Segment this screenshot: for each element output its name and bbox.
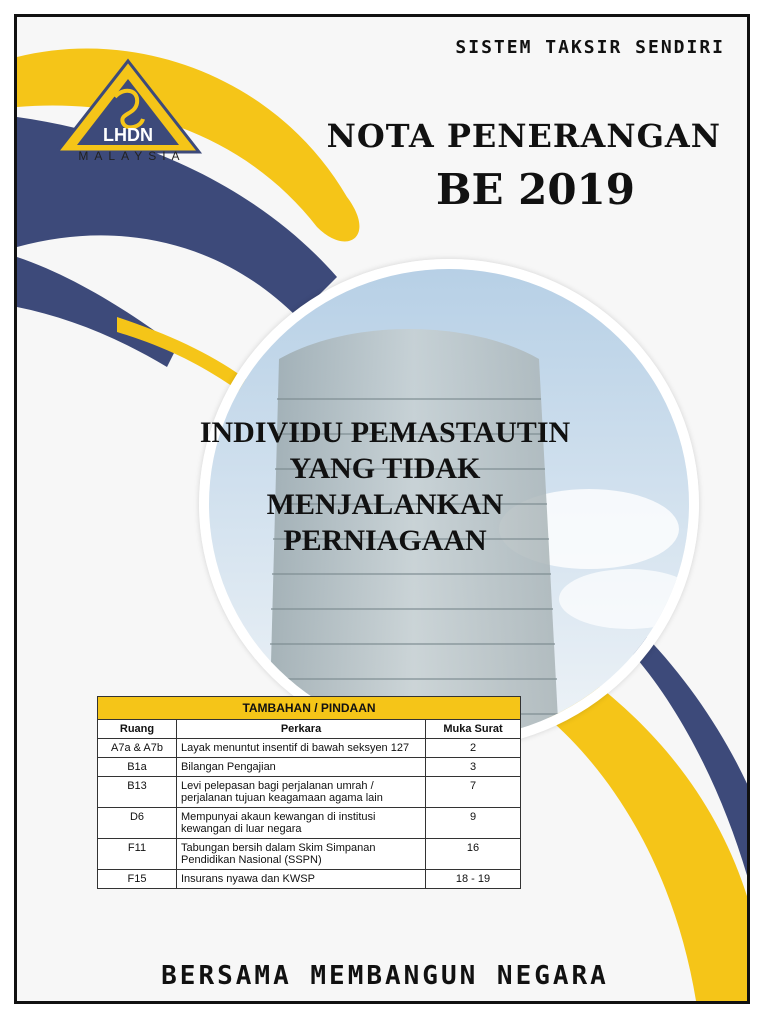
cell-ruang: F15: [98, 870, 177, 889]
cover-page: [14, 14, 750, 1004]
cell-perkara: Mempunyai akaun kewangan di institusi kewangan di luar negara: [177, 808, 426, 839]
cover-title-line: MENJALANKAN: [266, 488, 504, 521]
table-row: [98, 758, 521, 777]
column-header-muka-surat: Muka Surat: [426, 720, 521, 739]
cover-title: [17, 415, 750, 559]
cell-muka-surat: 7: [426, 777, 521, 808]
cell-muka-surat: 9: [426, 808, 521, 839]
cell-ruang: B13: [98, 777, 177, 808]
cell-muka-surat: 2: [426, 739, 521, 758]
cell-ruang: B1a: [98, 758, 177, 777]
system-name: SISTEM TAKSIR SENDIRI: [455, 37, 725, 58]
table-row: [98, 870, 521, 889]
cell-perkara: Insurans nyawa dan KWSP: [177, 870, 426, 889]
table-row: [98, 808, 521, 839]
form-year: BE 2019: [435, 165, 635, 214]
column-header-perkara: Perkara: [177, 720, 426, 739]
cover-title-line: PERNIAGAAN: [283, 524, 487, 557]
cell-perkara: Layak menuntut insentif di bawah seksyen 127: [177, 739, 426, 758]
cover-title-line: YANG TIDAK: [289, 452, 481, 485]
cell-perkara: Bilangan Pengajian: [177, 758, 426, 777]
cell-perkara: Tabungan bersih dalam Skim Simpanan Pendidikan Nasional (SSPN): [177, 839, 426, 870]
logo-country: MALAYSIA: [78, 149, 186, 163]
table-row: [98, 777, 521, 808]
cell-muka-surat: 18 - 19: [426, 870, 521, 889]
cell-muka-surat: 3: [426, 758, 521, 777]
cover-title-line: INDIVIDU PEMASTAUTIN: [199, 416, 571, 449]
table-row: [98, 739, 521, 758]
cell-perkara: Levi pelepasan bagi perjalanan umrah / perjalanan tujuan keagamaan agama lain: [177, 777, 426, 808]
column-header-ruang: Ruang: [98, 720, 177, 739]
footer-slogan: BERSAMA MEMBANGUN NEGARA: [161, 961, 609, 991]
amendments-heading: TAMBAHAN / PINDAAN: [98, 697, 521, 720]
amendments-table: [97, 696, 521, 889]
cell-ruang: A7a & A7b: [98, 739, 177, 758]
document-type: NOTA PENERANGAN: [326, 117, 721, 155]
table-row: [98, 839, 521, 870]
cell-muka-surat: 16: [426, 839, 521, 870]
cell-ruang: D6: [98, 808, 177, 839]
svg-text:LHDN: LHDN: [103, 125, 153, 145]
cell-ruang: F11: [98, 839, 177, 870]
